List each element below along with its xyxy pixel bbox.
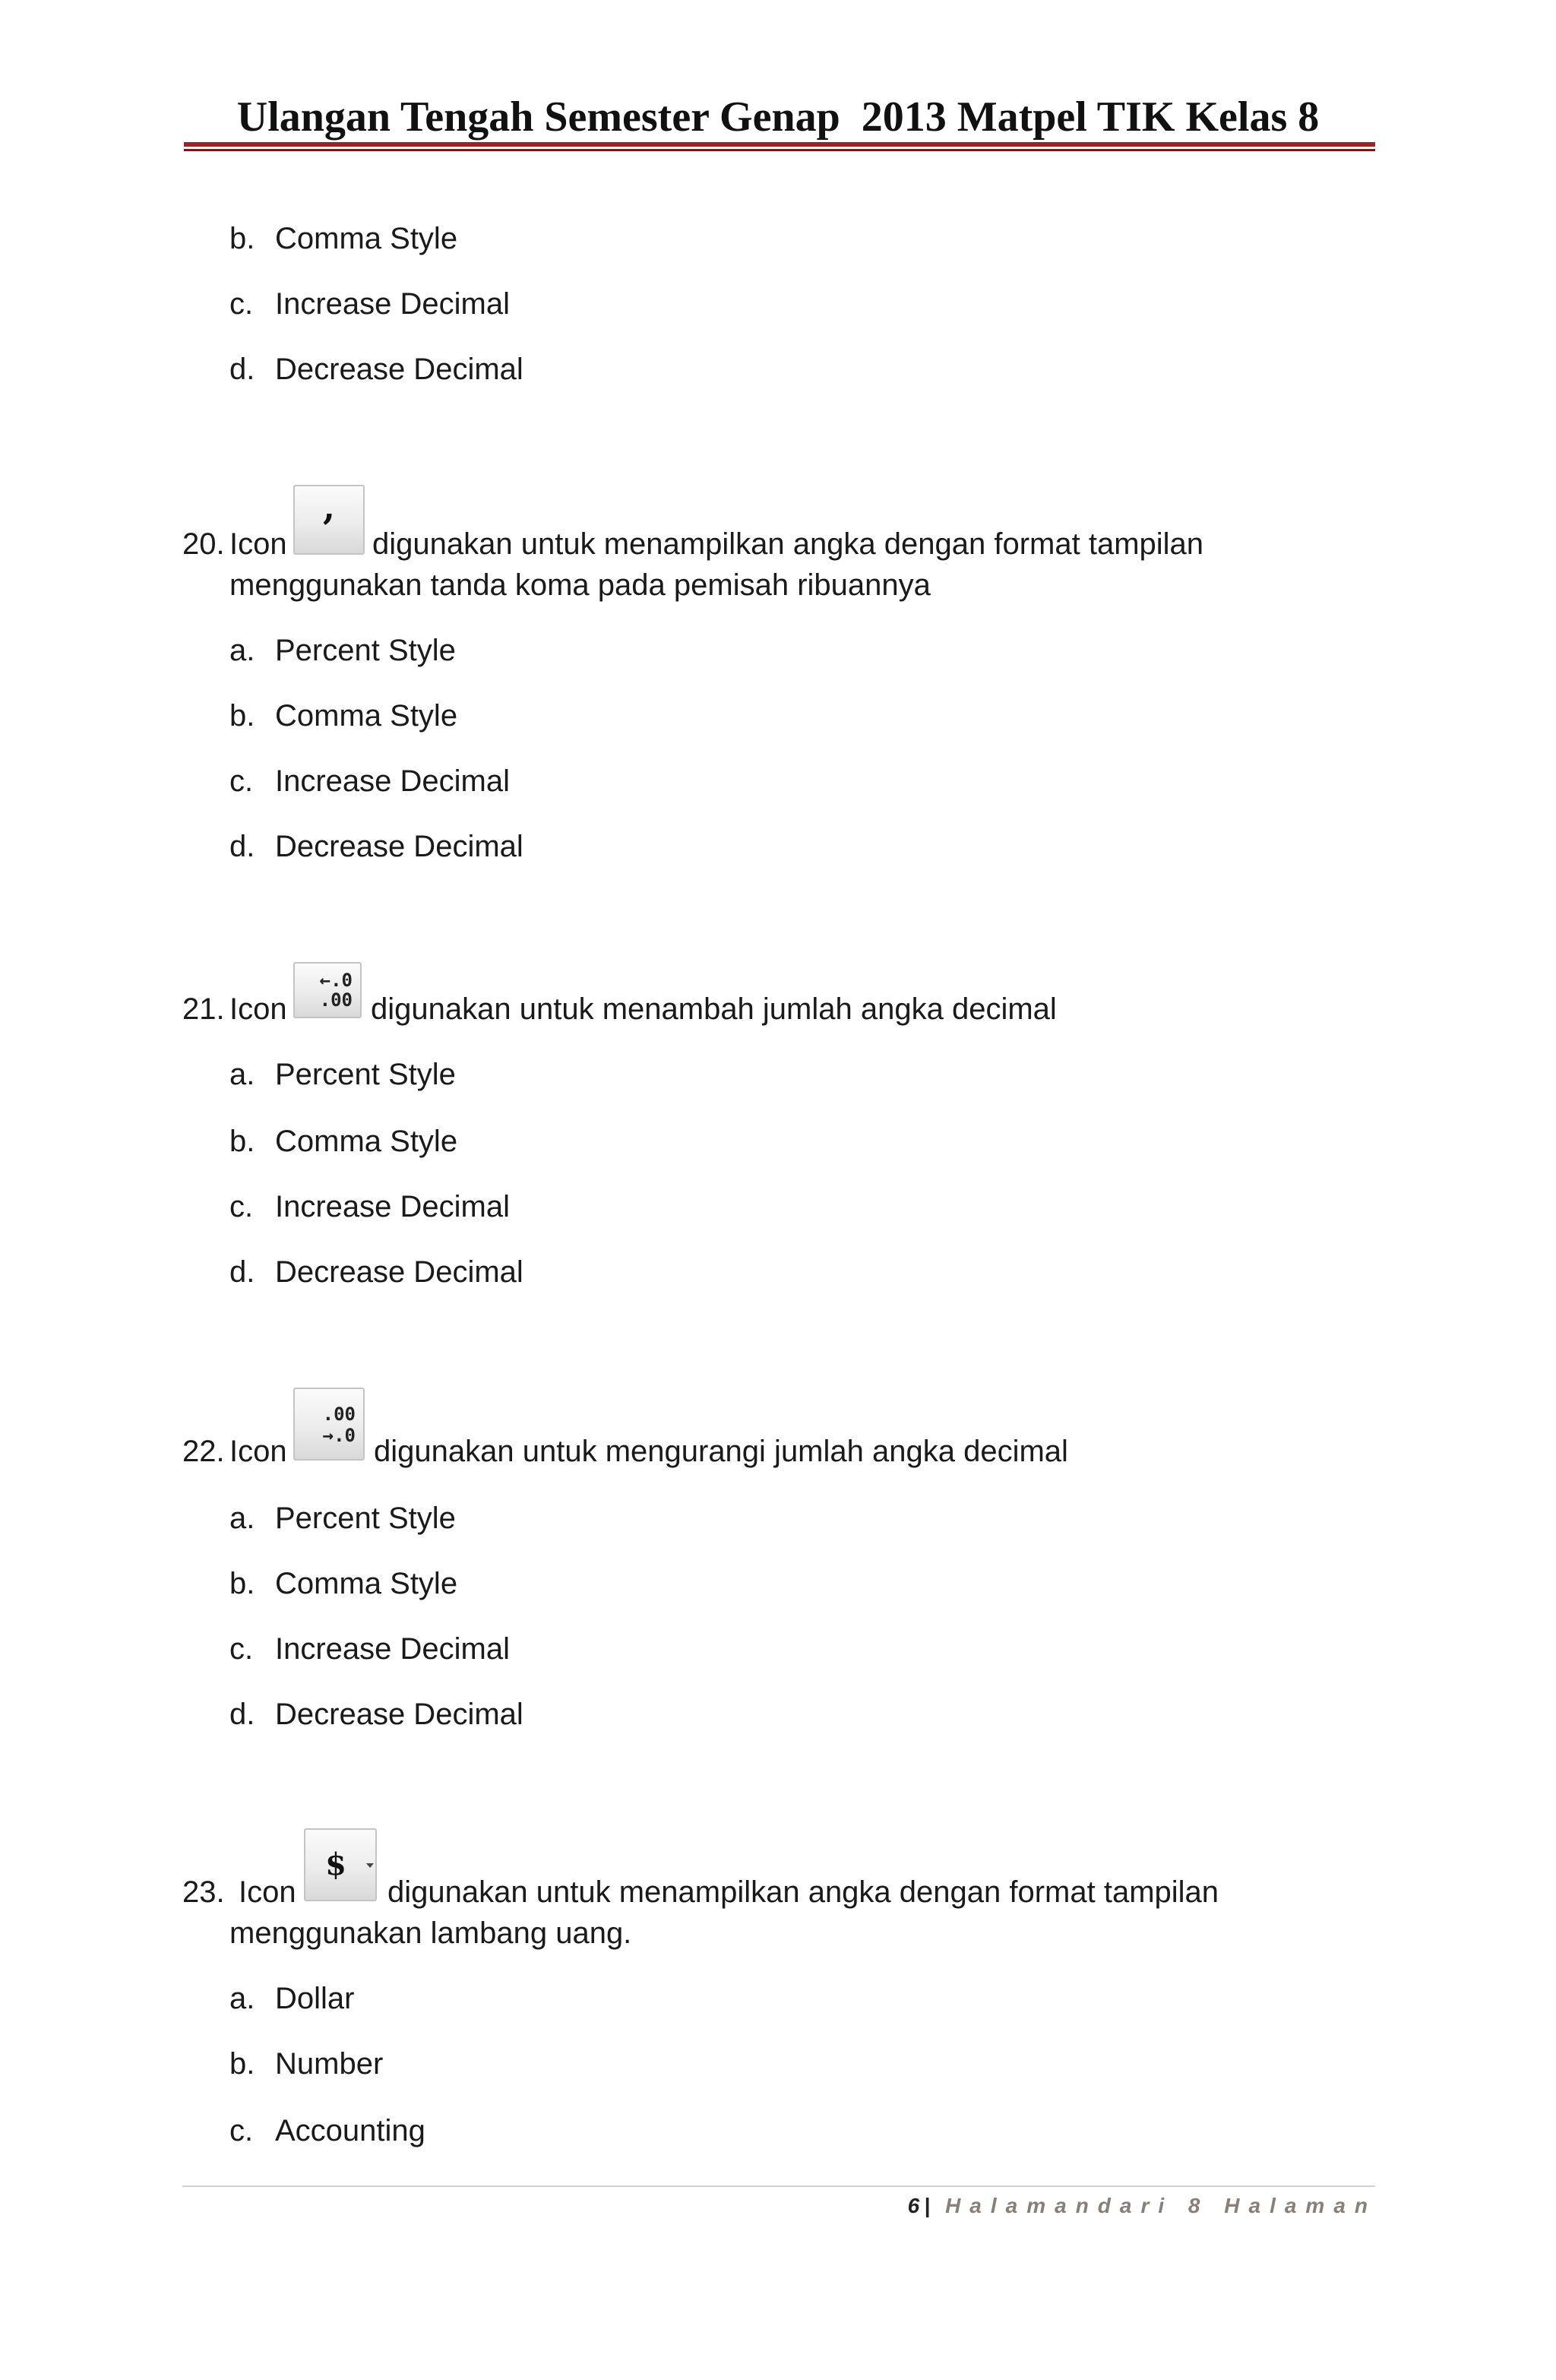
option-letter: a. [229,1058,255,1091]
question-number: 23. [182,1875,225,1909]
question-icon-word: Icon [229,527,287,561]
question-number: 20. [182,527,225,561]
option-text: Dollar [275,1982,355,2015]
option-letter: d. [229,830,255,863]
option-letter: c. [229,2114,254,2147]
question-text: digunakan untuk menambah jumlah angka decimal [371,992,1057,1026]
option-row [229,1696,523,1733]
option-text: Comma Style [275,1125,458,1158]
option-row [229,1980,354,2017]
option-letter: b. [229,1567,255,1600]
question-text: digunakan untuk mengurangi jumlah angka decimal [374,1435,1068,1468]
option-text: Increase Decimal [275,287,511,321]
option-text: Increase Decimal [275,1190,511,1223]
option-letter: c. [229,287,254,321]
question-icon-word: Icon [229,1435,287,1468]
option-row [229,1565,457,1602]
option-row [229,828,523,865]
icon-glyph-line: .00 [319,989,353,1011]
option-letter: b. [229,2047,255,2081]
option-letter: b. [229,1125,255,1158]
option-row [229,286,510,322]
option-row [229,220,457,257]
question-text: digunakan untuk menampilkan angka dengan format tampilan [387,1875,1219,1909]
icon-glyph-line: .00 [322,1404,356,1425]
option-row [229,763,510,799]
option-letter: b. [229,699,255,733]
header-rule-thin [184,149,1375,151]
icon-glyph-line: →.0 [322,1425,356,1446]
option-row [229,351,523,388]
option-row [229,2113,425,2149]
question-icon-word: Icon [229,992,287,1026]
option-row [229,1188,510,1225]
question-text: menggunakan lambang uang. [229,1916,632,1950]
option-text: Number [275,2047,384,2081]
comma-style-icon [293,485,365,555]
option-row [229,1056,456,1093]
option-text: Increase Decimal [275,764,511,798]
footer-rule [182,2185,1375,2187]
option-text: Accounting [275,2114,425,2147]
decrease-decimal-icon [293,1388,365,1461]
option-row [229,1500,456,1537]
option-row [229,1631,510,1667]
option-letter: b. [229,222,255,255]
footer-separator: | [924,2194,931,2217]
option-letter: c. [229,1190,254,1223]
option-text: Percent Style [275,634,456,667]
footer-page-label: Halamandari 8 Halaman [945,2194,1377,2217]
header-rule [184,142,1375,147]
dropdown-arrow-icon [366,1863,374,1868]
option-text: Decrease Decimal [275,353,523,386]
question-number: 22. [182,1435,225,1468]
option-text: Percent Style [275,1058,456,1091]
option-text: Decrease Decimal [275,830,523,863]
comma-glyph: , [322,486,335,527]
option-row [229,698,457,734]
option-row [229,1254,523,1290]
option-letter: a. [229,634,255,667]
page-title: Ulangan Tengah Semester Genap 2013 Matpel TIK Kelas 8 [236,93,1320,141]
question-icon-word: Icon [239,1875,296,1909]
option-row [229,1123,457,1160]
option-text: Decrease Decimal [275,1698,523,1731]
page-footer [908,2193,1377,2219]
question-text: digunakan untuk menampilkan angka dengan format tampilan [372,527,1204,561]
question-text: menggunakan tanda koma pada pemisah ribuannya [229,568,931,602]
option-row [229,2046,383,2082]
option-letter: a. [229,1502,255,1535]
option-text: Decrease Decimal [275,1255,523,1289]
icon-glyph-line: ←.0 [319,970,353,991]
increase-decimal-icon [293,962,362,1018]
question-number: 21. [182,992,225,1026]
option-letter: c. [229,764,254,798]
option-letter: d. [229,1255,255,1289]
option-row [229,632,456,669]
option-text: Comma Style [275,1567,458,1600]
option-text: Increase Decimal [275,1632,511,1666]
option-text: Comma Style [275,222,458,255]
option-letter: a. [229,1982,255,2015]
option-letter: d. [229,1698,255,1731]
option-letter: c. [229,1632,254,1666]
page-number: 6 [907,2194,920,2217]
option-text: Comma Style [275,699,458,733]
dollar-glyph: $ [325,1847,346,1882]
option-text: Percent Style [275,1502,456,1535]
option-letter: d. [229,353,255,386]
accounting-number-format-icon [304,1828,377,1901]
